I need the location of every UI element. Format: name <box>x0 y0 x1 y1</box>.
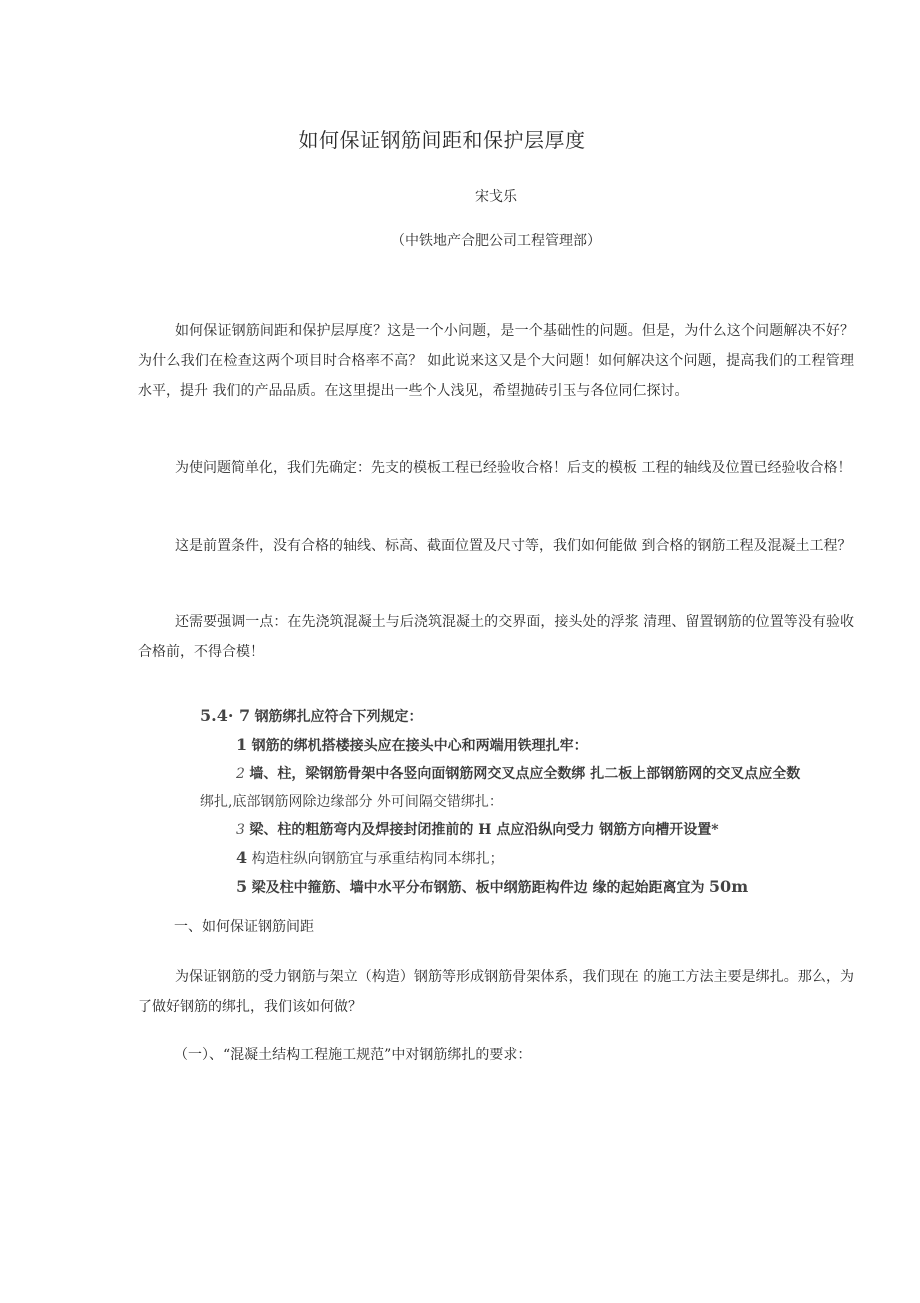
spec-item-text: 梁、柱的粗筋弯内及焊接封闭推前的 H 点应沿纵向受力 钢筋方向槽开设置* <box>249 822 719 838</box>
spec-item-3 <box>200 816 860 844</box>
spec-item-number: 1 <box>236 735 248 754</box>
paragraph-premise: 为使问题简单化，我们先确定：先支的模板工程已经验收合格！后支的模板 工程的轴线及位置已经验收合格！ <box>175 460 852 476</box>
document-title: 如何保证钢筋间距和保护层厚度 <box>298 128 586 152</box>
author-affiliation: （中铁地产合肥公司工程管理部） <box>391 233 601 249</box>
spec-item-number: 4 <box>236 848 248 867</box>
spec-item-2-continued: 绑扎,底部钢筋网除边缘部分 外可间隔交错绑扎： <box>200 794 503 810</box>
spec-item-4 <box>200 844 860 873</box>
spec-item-1 <box>200 731 860 760</box>
author-name: 宋戈乐 <box>475 189 517 205</box>
paragraph-precondition: 这是前置条件，没有合格的轴线、标高、截面位置及尺寸等，我们如何能做 到合格的钢筋工程及混凝土工程？ <box>175 538 852 554</box>
spec-heading <box>200 702 860 731</box>
paragraph-binding-method: 为保证钢筋的受力钢筋与架立（构造）钢筋等形成钢筋骨架体系，我们现在 的施工方法主要是绑扎。那么，为了做好钢筋的绑扎，我们该如何做？ <box>138 969 854 1015</box>
paragraph-intro: 如何保证钢筋间距和保护层厚度？这是一个小问题，是一个基础性的问题。但是，为什么这个问题解决不好？为什么我们在检查这两个项目时合格率不高？ 如此说来这又是个大问题！如何解决这个问题，提高我们的工程管理水平，提升 我们的产品品质。在这里提出一些个人浅见，希望抛砖引玉与各位同仁探讨。 <box>138 323 854 399</box>
spec-item-number: 5 <box>236 877 248 896</box>
spec-item-text: 梁及柱中箍筋、墙中水平分布钢筋、板中纲筋距构件边 缘的起始距离宜为 <box>251 880 705 896</box>
section-heading-1: 一、如何保证钢筋间距 <box>174 919 314 935</box>
spec-heading-text: 钢筋绑扎应符合下列规定： <box>254 709 423 725</box>
spec-item-number: 2 <box>236 766 245 782</box>
spec-item-text: 构造柱纵向钢筋宜与承重结构同本绑扎； <box>251 851 504 867</box>
spec-item-2 <box>200 760 860 788</box>
section-heading-2: （一）、“混凝土结构工程施工规范”中对钢筋绑扎的要求： <box>174 1047 532 1063</box>
spec-item-5 <box>200 873 860 902</box>
spec-item-value: 50m <box>708 877 749 896</box>
spec-item-text: 墙、柱，梁钢筋骨架中各竖向面钢筋网交叉点应全数绑 扎二板上部钢筋网的交叉点应全数 <box>249 766 801 782</box>
spec-item-text: 钢筋的绑机搭楼接头应在接头中心和两端用铁理扎牢： <box>251 738 588 754</box>
spec-excerpt <box>200 702 860 902</box>
paragraph-emphasis: 还需要强调一点：在先浇筑混凝土与后浇筑混凝土的交界面，接头处的浮浆 清理、留置钢筋的位置等没有验收合格前，不得合模！ <box>138 614 854 660</box>
spec-item-number: 3 <box>236 822 245 838</box>
spec-heading-number: 5.4· 7 <box>200 706 251 725</box>
